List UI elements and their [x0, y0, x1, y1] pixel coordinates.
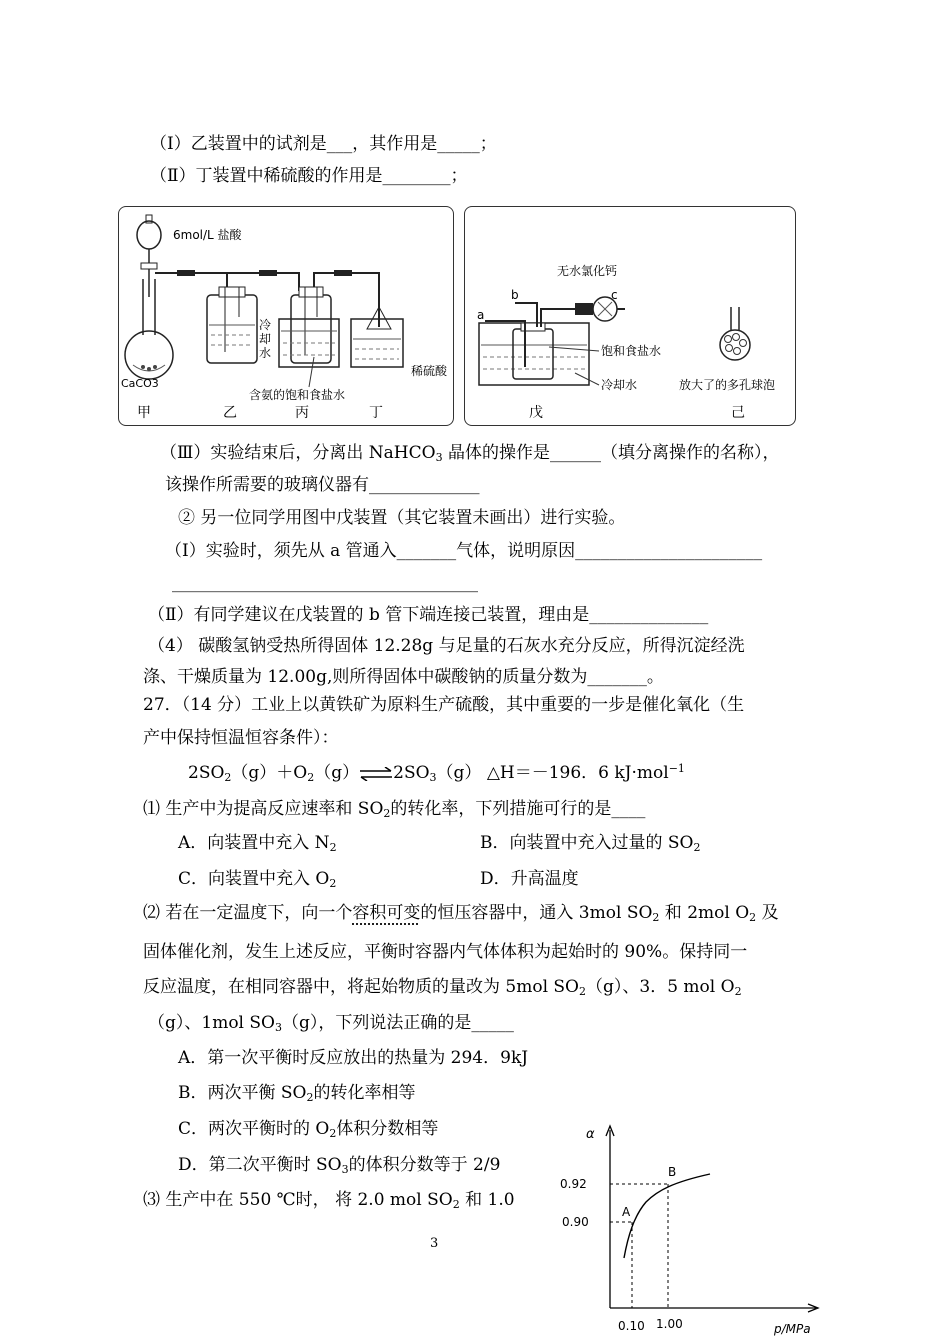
tube-a-label: a: [477, 308, 485, 322]
q3-line-1: [143, 1189, 515, 1211]
q2-c-sub: 2: [329, 1127, 337, 1140]
q1-option-a: [178, 832, 337, 854]
caco3-label: CaCO3: [121, 377, 159, 390]
q2-option-d: [178, 1154, 500, 1176]
q2-line-2: 固体催化剂，发生上述反应，平衡时容器内气体体积为起始时的 90%。保持同一: [143, 942, 748, 962]
label-ji: 己: [731, 405, 745, 421]
brine-label: 饱和食盐水: [601, 344, 662, 358]
line-5: ② 另一位同学用图中戊装置（其它装置未画出）进行实验。: [178, 508, 626, 528]
line-4: 该操作所需要的玻璃仪器有_____________: [165, 475, 480, 495]
tube-b-label: b: [511, 288, 519, 302]
point-b-label: B: [668, 1165, 677, 1179]
eq-part-3: （g）: [314, 763, 360, 783]
equilibrium-arrow-icon: [359, 767, 393, 781]
q1-stem: [143, 798, 645, 820]
reaction-equation: [188, 762, 685, 784]
q2-b-part-1: B．两次平衡 SO: [178, 1083, 307, 1103]
q2-l4-part-b: （g），下列说法正确的是_____: [281, 1013, 514, 1033]
q2-sub-2: 2: [749, 911, 757, 924]
q2-b-part-2: 的转化率相等: [313, 1083, 416, 1103]
label-jia: 甲: [137, 405, 151, 421]
eq-sub-1: 2: [224, 771, 232, 784]
q2-line-4: [148, 1012, 514, 1034]
y-axis-label: α: [586, 1127, 595, 1142]
eq-part-5: （g） △H＝－196．6 kJ·mol: [436, 763, 669, 783]
line-11: 27．（14 分）工业上以黄铁矿为原料生产硫酸，其中重要的一步是催化氧化（生: [143, 695, 745, 715]
q2-l4-part-a: （g）、1mol SO: [148, 1013, 275, 1033]
q3-sub: 2: [452, 1198, 460, 1211]
q2-part-b: 的恒压容器中，通入 3mol SO: [420, 903, 653, 923]
eq-part-4: 2SO: [393, 763, 430, 783]
q2-b-sub: 2: [306, 1091, 314, 1104]
cool-water-label: 冷却水: [259, 318, 272, 360]
line-12: 产中保持恒温恒容条件）：: [143, 728, 339, 748]
apparatus-diagram-right: [465, 207, 795, 425]
tube-c-label: c: [611, 288, 618, 302]
q2-l3-sub-2: 2: [734, 985, 742, 998]
q1-option-d: D．升高温度: [480, 869, 579, 889]
q2-part-a: ⑵ 若在一定温度下，向一个: [143, 903, 353, 923]
point-a-label: A: [622, 1205, 631, 1219]
q2-l4-sub: 3: [274, 1021, 282, 1034]
q2-l3-part-a: 反应温度，在相同容器中，将起始物质的量改为 5mol SO: [143, 977, 579, 997]
label-ding: 丁: [369, 405, 383, 421]
x-tick-010: 0.10: [618, 1319, 645, 1333]
q2-option-a: A．第一次平衡时反应放出的热量为 294．9kJ: [178, 1048, 529, 1068]
dilute-h2so4-label: 稀硫酸: [411, 364, 448, 378]
eq-part-2: （g）＋O: [231, 763, 308, 783]
q3-part-a: ⑶ 生产中在 550 ℃时， 将 2.0 mol SO: [143, 1190, 453, 1210]
q1-b-text: B．向装置中充入过量的 SO: [480, 833, 694, 853]
line-1: （Ⅰ）乙装置中的试剂是___，其作用是_____；: [150, 134, 497, 154]
q3-part-b: 和 1.0: [459, 1190, 515, 1210]
q1-sub: 2: [383, 807, 391, 820]
apparatus-panel-left: [118, 206, 454, 426]
x-tick-100: 1.00: [656, 1317, 683, 1331]
q2-line-1: [143, 902, 779, 924]
line-8: （Ⅱ）有同学建议在戊装置的 b 管下端连接己装置，理由是______________: [148, 605, 709, 625]
bulb-label: 放大了的多孔球泡: [679, 378, 776, 392]
q2-d-part-2: 的体积分数等于 2/9: [348, 1155, 501, 1175]
label-bing: 丙: [295, 405, 309, 421]
q1-c-sub: 2: [329, 877, 337, 890]
eq-sub-2: 2: [307, 771, 315, 784]
q1-option-c: [178, 868, 336, 890]
q2-part-c: 和 2mol O: [659, 903, 750, 923]
q1-c-text: C．向装置中充入 O: [178, 869, 330, 889]
y-tick-090: 0.90: [562, 1215, 589, 1229]
q2-option-c: [178, 1118, 438, 1140]
line-3-sub: 3: [435, 451, 443, 464]
apparatus-panel-right: [464, 206, 796, 426]
eq-sub-3: 3: [429, 771, 437, 784]
alpha-curve: [624, 1174, 710, 1258]
line-3: [160, 442, 779, 464]
apparatus-diagram-left: [119, 207, 453, 425]
acid-label: 6mol/L 盐酸: [173, 228, 242, 242]
label-yi: 乙: [223, 405, 237, 421]
q2-l3-sub-1: 2: [579, 985, 586, 998]
q2-option-b: [178, 1082, 415, 1104]
alpha-pressure-chart: [548, 1118, 838, 1338]
q1-a-text: A．向装置中充入 N: [178, 833, 330, 853]
line-10: 涤、干燥质量为 12.00g,则所得固体中碳酸钠的质量分数为_______。: [143, 667, 664, 687]
line-6: （Ⅰ）实验时，须先从 a 管通入_______气体，说明原因______________________: [165, 541, 763, 561]
line-9: （4） 碳酸氢钠受热所得固体 12.28g 与足量的石灰水充分反应，所得沉淀经洗: [148, 636, 745, 656]
y-tick-092: 0.92: [560, 1177, 587, 1191]
eq-sup: −1: [668, 762, 685, 775]
nh3-brine-label: 含氨的饱和食盐水: [249, 388, 346, 402]
line-3-part-c: 晶体的操作是______（填分离操作的名称），: [442, 443, 780, 463]
q2-l3-part-b: （g）、3．5 mol O: [586, 977, 735, 997]
q2-line-3: [143, 976, 742, 998]
q1-b-sub: 2: [693, 841, 701, 854]
cool-water-label-right: 冷却水: [601, 378, 638, 392]
q2-sub-1: 2: [652, 911, 660, 924]
q2-emphasis: 容积可变: [352, 903, 421, 923]
x-axis-label: p/MPa: [774, 1322, 811, 1336]
q1-option-b: [480, 832, 700, 854]
page-number: 3: [430, 1236, 439, 1251]
q2-d-part-1: D．第二次平衡时 SO: [178, 1155, 342, 1175]
q1-a-sub: 2: [329, 841, 337, 854]
q1-part-b: 的转化率，下列措施可行的是____: [390, 799, 646, 819]
line-7: ____________________________________: [172, 573, 478, 593]
cacl2-label: 无水氯化钙: [557, 264, 618, 278]
q1-part-a: ⑴ 生产中为提高反应速率和 SO: [143, 799, 384, 819]
q2-c-part-2: 体积分数相等: [336, 1119, 439, 1139]
eq-part-1: 2SO: [188, 763, 225, 783]
q2-c-part-1: C．两次平衡时的 O: [178, 1119, 330, 1139]
q2-d-sub: 3: [341, 1163, 349, 1176]
line-2: （Ⅱ）丁装置中稀硫酸的作用是________；: [150, 166, 468, 186]
q2-part-d: 及: [756, 903, 779, 923]
label-wu: 戊: [529, 405, 543, 421]
line-3-part-a: （Ⅲ）实验结束后，分离出 NaHCO: [160, 443, 436, 463]
